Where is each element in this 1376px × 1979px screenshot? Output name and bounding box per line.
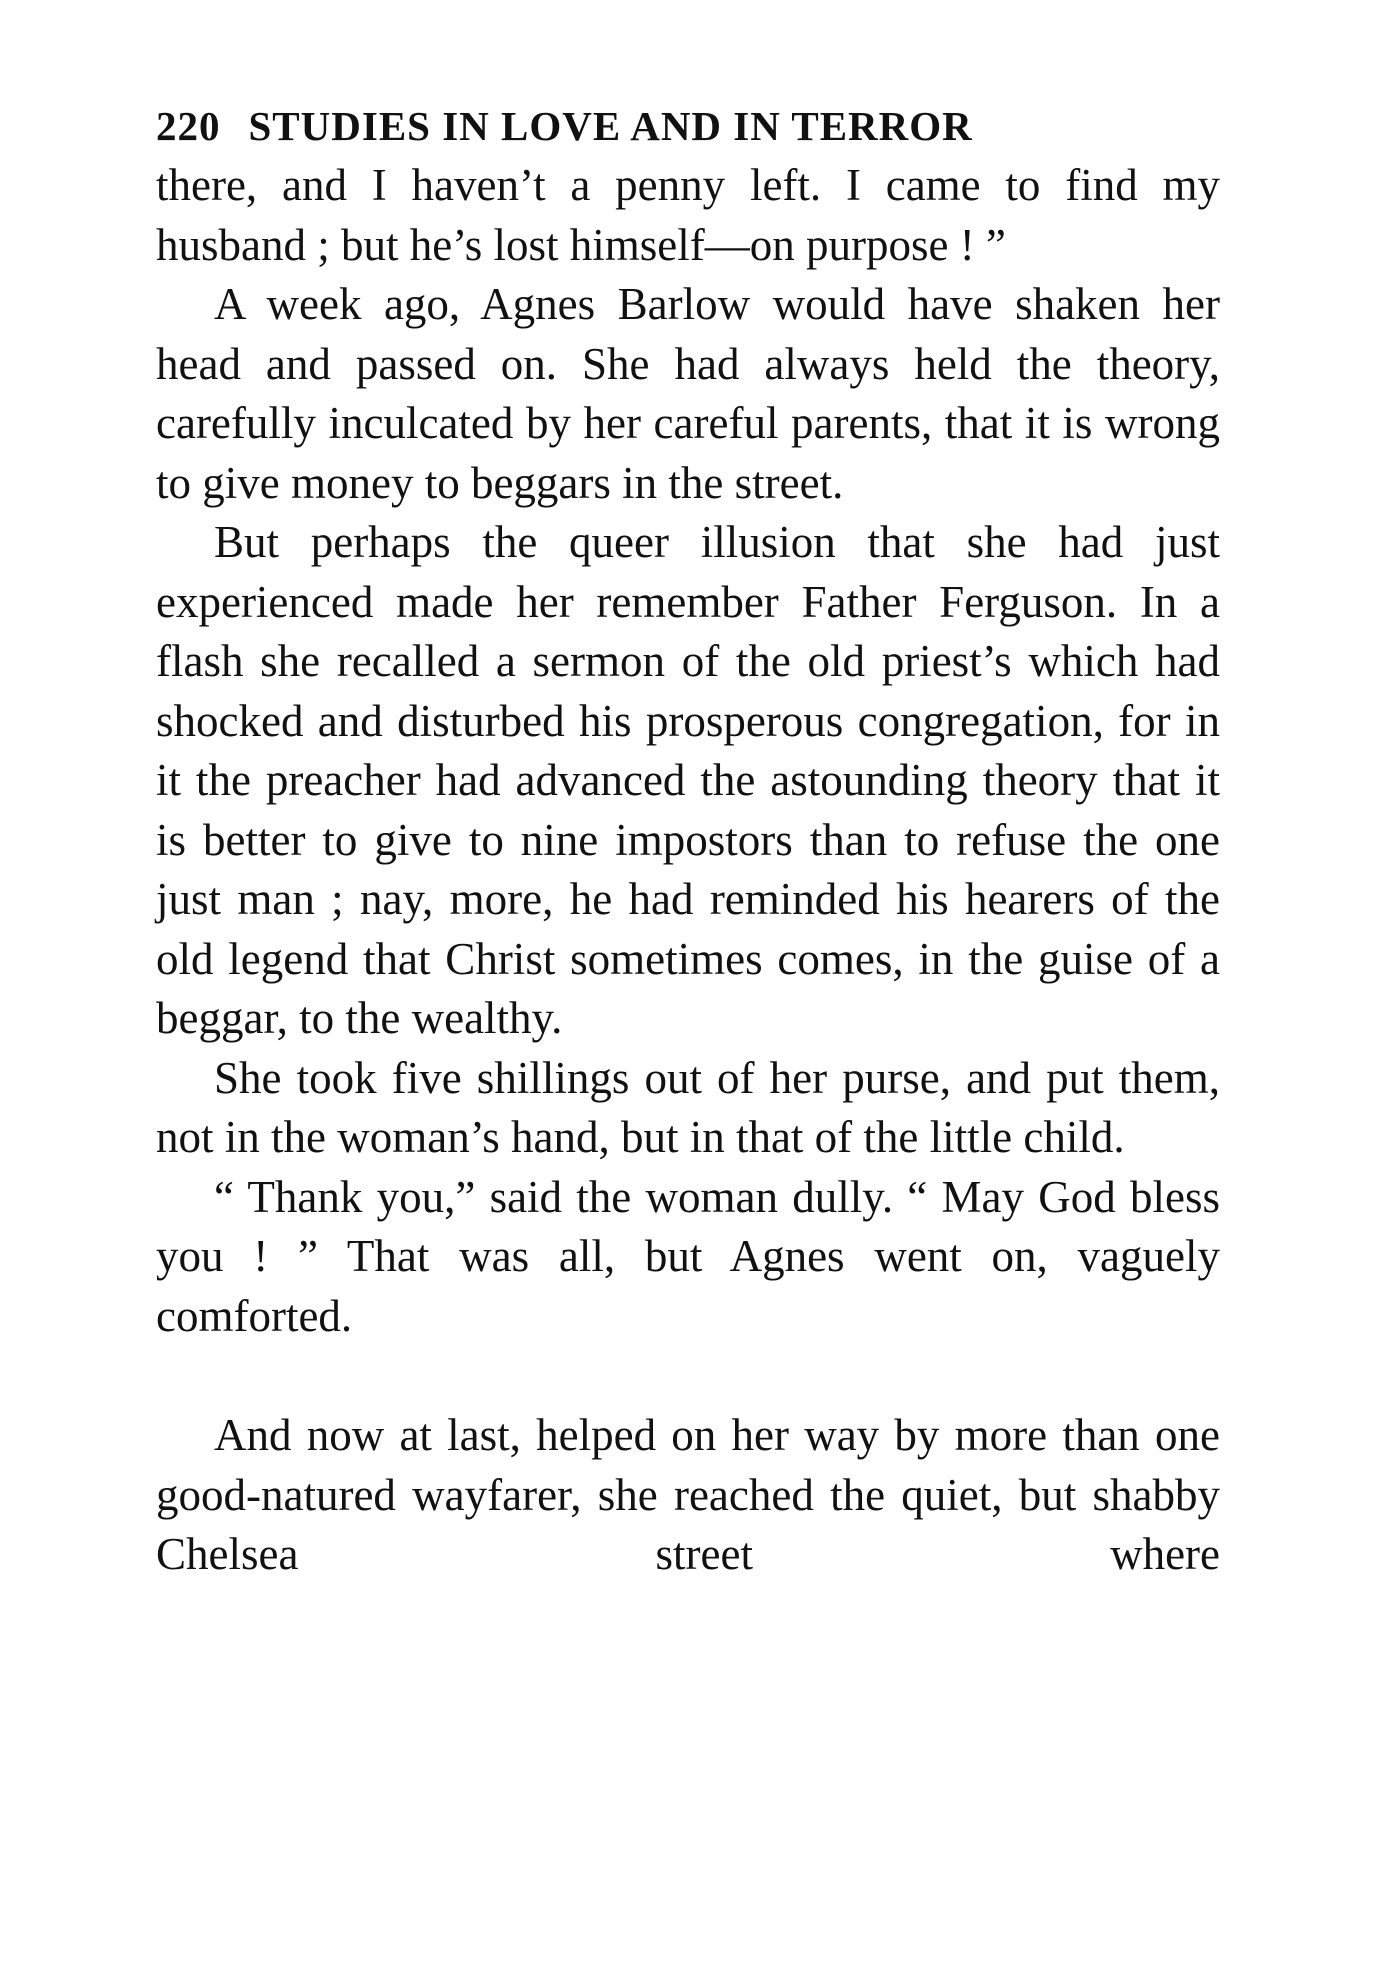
paragraph-continuation: there, and I haven’t a penny left. I came to find my husband ; but he’s lost himself—on purpose ! ”: [156, 160, 1220, 270]
running-header: [156, 96, 1220, 156]
paragraph-thank-you: “ Thank you,” said the woman dully. “ May God bless you ! ” That was all, but Agnes went on, vaguely comforted.: [156, 1171, 1220, 1341]
paragraph-agnes-barlow: A week ago, Agnes Barlow would have shaken her head and passed on. She had always held the theory, carefully inculcated by her careful parents, that it is wrong to give money to beggars in the street.: [156, 279, 1220, 508]
page-number: 220: [156, 103, 221, 149]
paragraph-father-ferguson: But perhaps the queer illusion that she had just experienced made her remember Father Ferguson. In a flash she recalled a sermon of the old priest’s which had shocked and disturbed his prosperous congregation, for in it the preacher had advanced the astounding theory that it is better to give to nine impostors than to refuse the one just man ; nay, more, he had reminded his hearers of the old legend that Christ sometimes comes, in the guise of a beggar, to the wealthy.: [156, 517, 1220, 1043]
paragraph-five-shillings: She took five shillings out of her purse, and put them, not in the woman’s hand, but in that of the little child.: [156, 1052, 1220, 1162]
running-title: STUDIES IN LOVE AND IN TERROR: [248, 103, 973, 149]
section-break: [156, 1346, 1220, 1406]
book-page: [156, 96, 1220, 1585]
paragraph-chelsea-street: And now at last, helped on her way by more than one good-natured wayfarer, she reached the quiet, but shabby Chelsea street where: [156, 1410, 1220, 1579]
